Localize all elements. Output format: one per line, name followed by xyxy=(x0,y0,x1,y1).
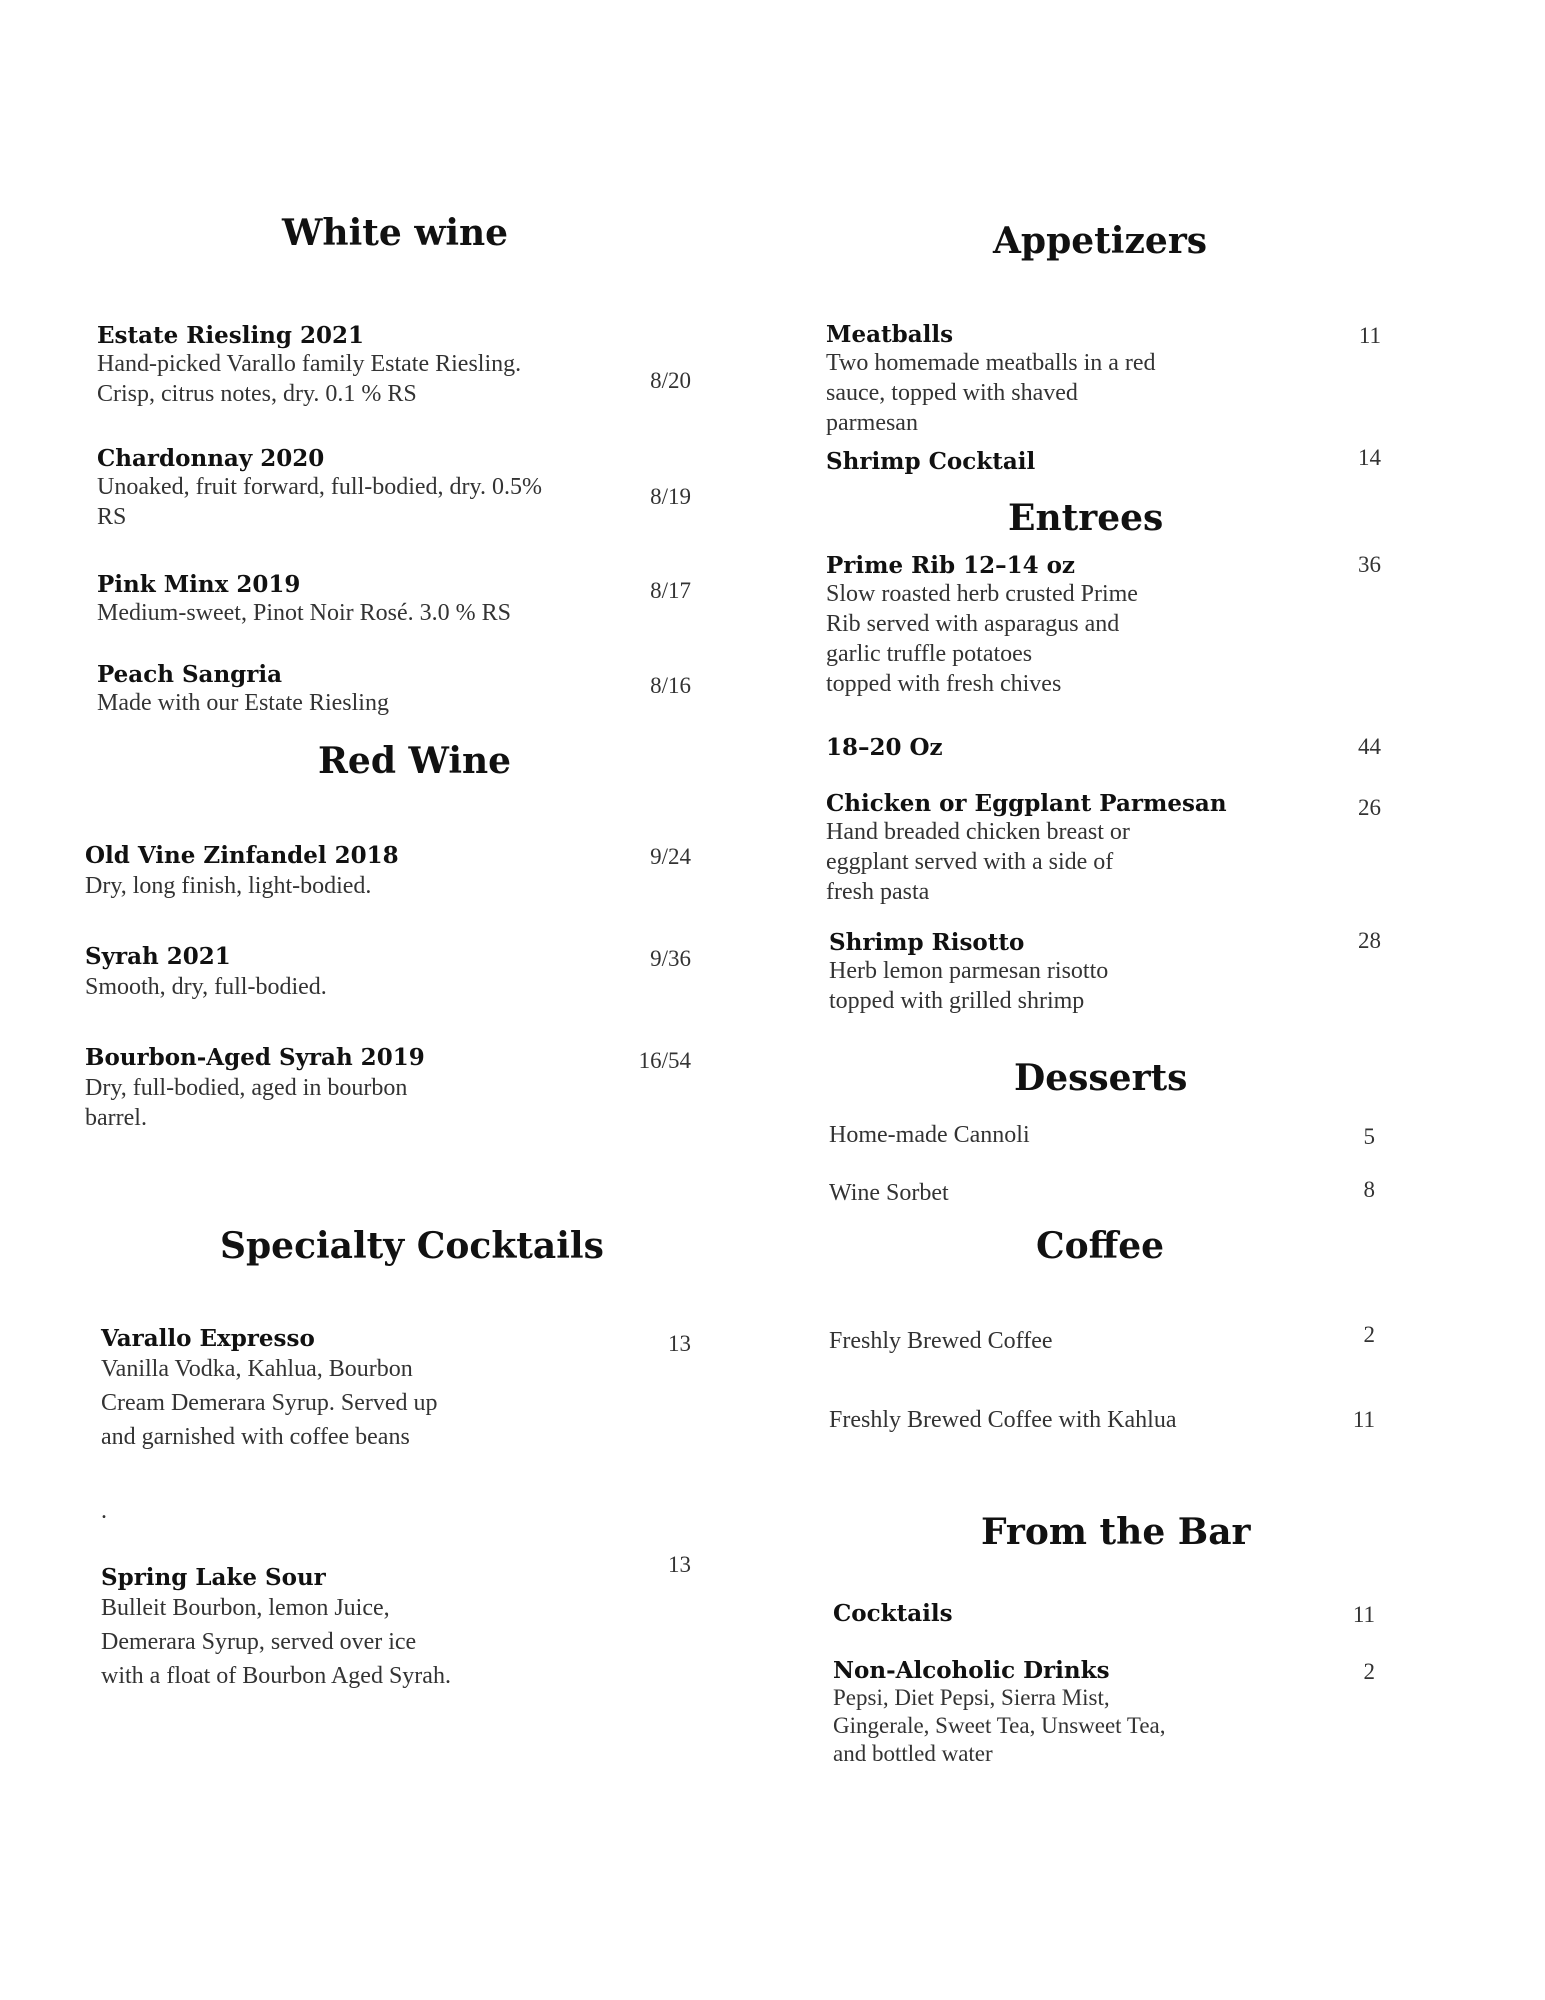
item-name: Home-made Cannoli xyxy=(829,1122,1030,1148)
item-desc: barrel. xyxy=(85,1105,147,1131)
item-desc: and bottled water xyxy=(833,1741,993,1766)
item-price: 8/16 xyxy=(650,673,691,698)
item-desc: Vanilla Vodka, Kahlua, Bourbon xyxy=(101,1356,413,1382)
item-desc: topped with grilled shrimp xyxy=(829,988,1085,1014)
item-price: 44 xyxy=(1358,734,1381,759)
item-desc: Gingerale, Sweet Tea, Unsweet Tea, xyxy=(833,1713,1166,1738)
item-name: Varallo Expresso xyxy=(101,1325,315,1352)
item-name: 18–20 Oz xyxy=(826,734,943,761)
item-price: 9/36 xyxy=(650,946,691,971)
menu-item xyxy=(85,1044,425,1133)
stray-dot: . xyxy=(101,1498,107,1524)
item-price: 36 xyxy=(1358,552,1381,577)
item-name: Pink Minx 2019 xyxy=(97,571,301,598)
item-price: 16/54 xyxy=(638,1048,691,1073)
menu-item xyxy=(97,322,521,409)
item-desc: Bulleit Bourbon, lemon Juice, xyxy=(101,1595,390,1621)
item-desc: topped with fresh chives xyxy=(826,671,1062,697)
item-name: Freshly Brewed Coffee with Kahlua xyxy=(829,1407,1177,1433)
item-name: Meatballs xyxy=(826,321,954,348)
item-name: Spring Lake Sour xyxy=(101,1564,326,1591)
item-desc: Medium-sweet, Pinot Noir Rosé. 3.0 % RS xyxy=(97,600,511,626)
item-desc: Cream Demerara Syrup. Served up xyxy=(101,1390,438,1416)
item-price: 5 xyxy=(1363,1124,1375,1149)
item-desc: eggplant served with a side of xyxy=(826,849,1114,875)
menu-item xyxy=(97,445,542,532)
item-desc: with a float of Bourbon Aged Syrah. xyxy=(101,1663,451,1689)
item-name: Non-Alcoholic Drinks xyxy=(833,1657,1110,1684)
menu-item xyxy=(833,1657,1166,1768)
item-name: Wine Sorbet xyxy=(829,1180,949,1206)
white-wine-heading: White wine xyxy=(282,212,509,254)
item-price: 26 xyxy=(1358,795,1381,820)
menu-item xyxy=(101,1564,451,1693)
item-desc: garlic truffle potatoes xyxy=(826,641,1033,667)
menu-item xyxy=(85,842,399,901)
item-price: 13 xyxy=(668,1552,691,1577)
menu-item xyxy=(85,943,327,1002)
item-desc: Smooth, dry, full-bodied. xyxy=(85,974,327,1000)
menu-item xyxy=(97,571,511,628)
item-price: 2 xyxy=(1363,1659,1375,1684)
item-price: 28 xyxy=(1358,928,1381,953)
from-the-bar-heading: From the Bar xyxy=(981,1511,1251,1553)
item-price: 8 xyxy=(1363,1177,1375,1202)
item-desc: Unoaked, fruit forward, full-bodied, dry. 0.5% xyxy=(97,474,542,500)
item-name: Chardonnay 2020 xyxy=(97,445,325,472)
item-desc: Dry, full-bodied, aged in bourbon xyxy=(85,1075,408,1101)
item-desc: Hand-picked Varallo family Estate Riesling. xyxy=(97,351,522,377)
item-price: 8/17 xyxy=(650,578,691,603)
entrees-heading: Entrees xyxy=(1008,497,1164,539)
menu-item xyxy=(97,661,389,718)
item-price: 13 xyxy=(668,1331,691,1356)
menu-item xyxy=(826,790,1227,907)
menu-item xyxy=(826,321,1156,438)
item-name: Old Vine Zinfandel 2018 xyxy=(85,842,399,869)
item-desc: Hand breaded chicken breast or xyxy=(826,819,1130,845)
item-name: Syrah 2021 xyxy=(85,943,231,970)
item-price: 9/24 xyxy=(650,844,691,869)
item-price: 2 xyxy=(1363,1322,1375,1347)
item-desc: Dry, long finish, light-bodied. xyxy=(85,873,372,899)
specialty-cocktails-heading: Specialty Cocktails xyxy=(220,1225,604,1267)
item-name: Freshly Brewed Coffee xyxy=(829,1328,1053,1354)
item-desc: Pepsi, Diet Pepsi, Sierra Mist, xyxy=(833,1685,1110,1710)
item-name: Chicken or Eggplant Parmesan xyxy=(826,790,1227,817)
item-desc: Herb lemon parmesan risotto xyxy=(829,958,1109,984)
item-name: Cocktails xyxy=(833,1600,953,1627)
item-desc: Rib served with asparagus and xyxy=(826,611,1120,637)
desserts-heading: Desserts xyxy=(1014,1057,1188,1099)
item-name: Prime Rib 12–14 oz xyxy=(826,552,1075,579)
menu-item xyxy=(829,929,1108,1016)
item-price: 11 xyxy=(1358,323,1381,348)
menu-item xyxy=(826,552,1138,699)
item-desc: fresh pasta xyxy=(826,879,930,905)
item-price: 14 xyxy=(1358,445,1381,470)
item-price: 8/20 xyxy=(650,368,691,393)
item-name: Shrimp Cocktail xyxy=(826,448,1036,475)
red-wine-heading: Red Wine xyxy=(318,740,512,782)
item-desc: RS xyxy=(97,504,127,530)
item-name: Peach Sangria xyxy=(97,661,283,688)
item-desc: parmesan xyxy=(826,410,918,436)
coffee-heading: Coffee xyxy=(1036,1225,1165,1267)
item-desc: sauce, topped with shaved xyxy=(826,380,1078,406)
item-desc: Crisp, citrus notes, dry. 0.1 % RS xyxy=(97,381,417,407)
item-price: 11 xyxy=(1352,1602,1375,1627)
item-name: Shrimp Risotto xyxy=(829,929,1025,956)
item-price: 8/19 xyxy=(650,484,691,509)
item-desc: Two homemade meatballs in a red xyxy=(826,350,1156,376)
appetizers-heading: Appetizers xyxy=(993,220,1208,262)
item-desc: Made with our Estate Riesling xyxy=(97,690,389,716)
menu-item xyxy=(101,1325,438,1454)
item-price: 11 xyxy=(1352,1407,1375,1432)
item-desc: and garnished with coffee beans xyxy=(101,1424,410,1450)
item-desc: Demerara Syrup, served over ice xyxy=(101,1629,417,1655)
item-name: Bourbon-Aged Syrah 2019 xyxy=(85,1044,425,1071)
item-desc: Slow roasted herb crusted Prime xyxy=(826,581,1138,607)
item-name: Estate Riesling 2021 xyxy=(97,322,365,349)
